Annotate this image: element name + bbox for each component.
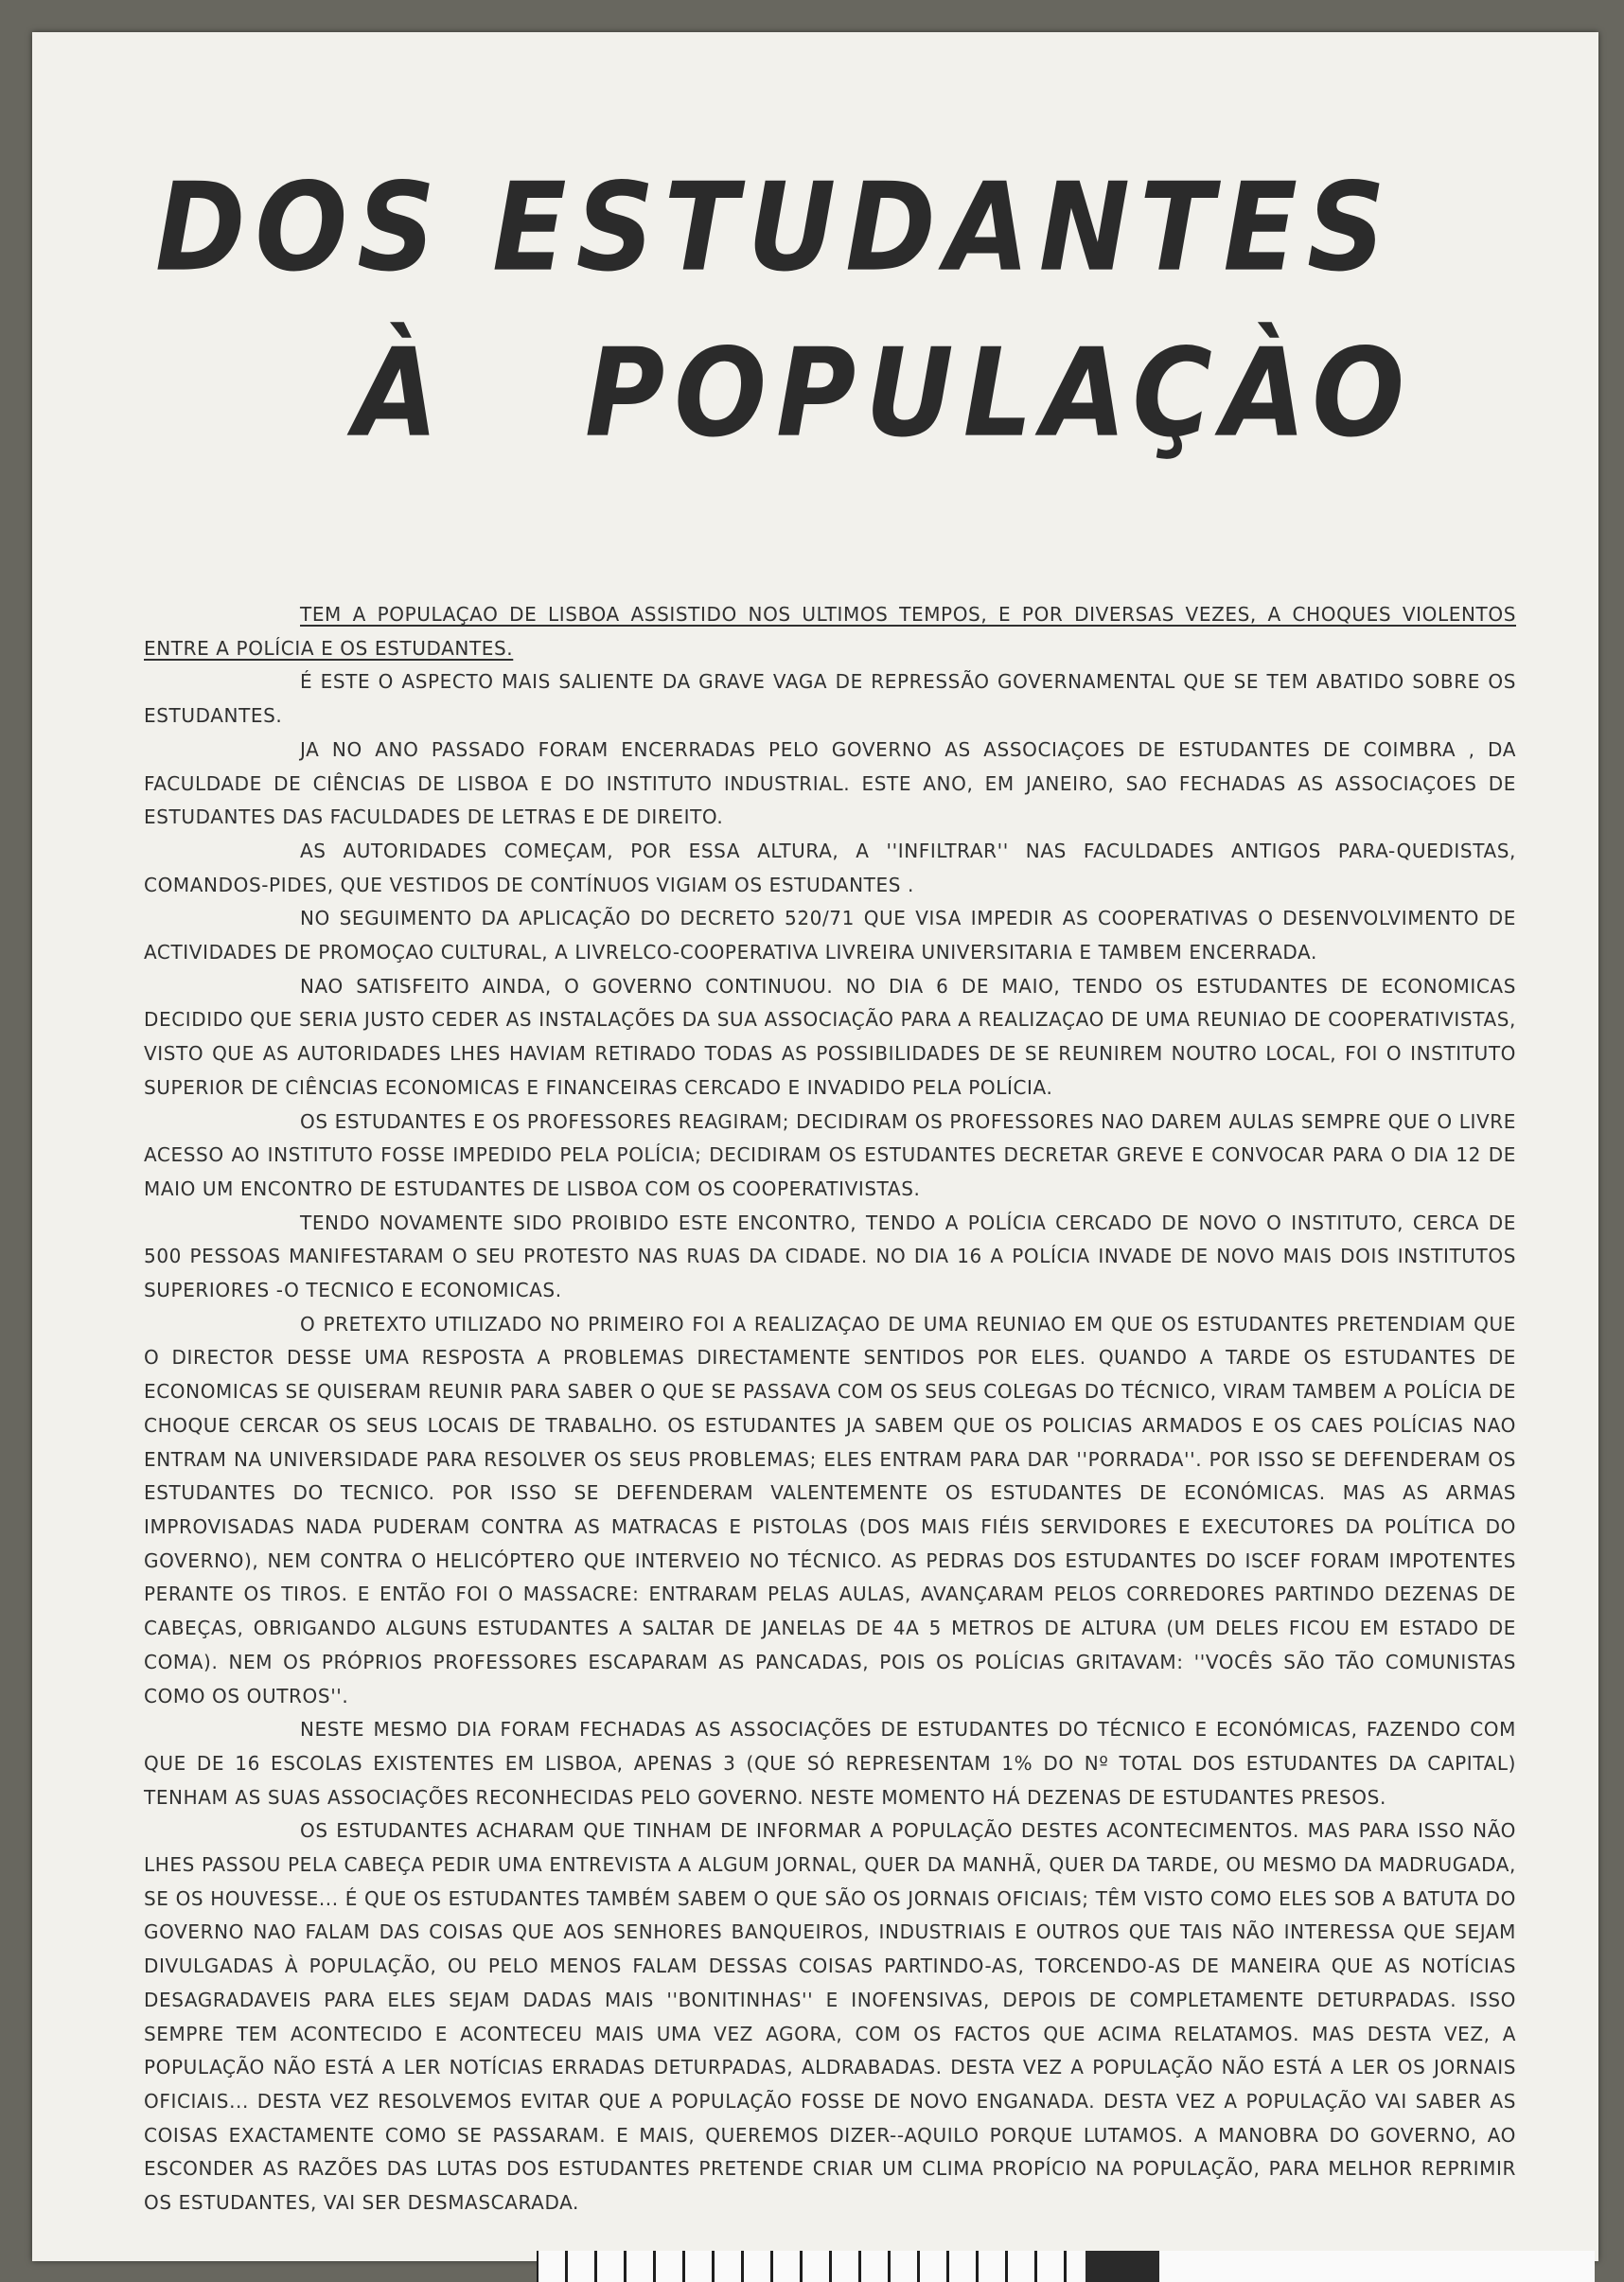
scale-ruler: [537, 2251, 1089, 2282]
document-title-line-1: DOS ESTUDANTES: [155, 156, 1395, 299]
paragraph: É ESTE O ASPECTO MAIS SALIENTE DA GRAVE VAGA DE REPRESSÃO GOVERNAMENTAL QUE SE TEM ABATIDO SOBRE OS ESTUDANTES.: [144, 670, 1516, 728]
paragraph: OS ESTUDANTES ACHARAM QUE TINHAM DE INFORMAR A POPULAÇÃO DESTES ACONTECIMENTOS. MAS PARA ISSO NÃO LHES PASSOU PELA CABEÇA PEDIR UMA ENTREVISTA A ALGUM JORNAL, QUER DA MANHÃ, QUER DA TARDE, OU MESMO DA MADRUGADA, SE OS HOUVESSE... É QUE OS ESTUDANTES TAMBÉM SABEM O QUE SÃO OS JORNAIS OFICIAIS; TÊM VISTO COMO ELES SOB A BATUTA DO GOVERNO NAO FALAM DAS COISAS QUE AOS SENHORES BANQUEIROS, INDUSTRIAIS E OUTROS QUE TAIS NÃO INTERESSA QUE SEJAM DIVULGADAS À POPULAÇÃO, OU PELO MENOS FALAM DESSAS COISAS PARTINDO-AS, TORCENDO-AS DE MANEIRA QUE AS NOTÍCIAS DESAGRADAVEIS PARA ELES SEJAM DADAS MAIS ''BONITINHAS'' E INOFENSIVAS, DEPOIS DE COMPLETAMENTE DETURPADAS. ISSO SEMPRE TEM ACONTECIDO E ACONTECEU MAIS UMA VEZ AGORA, COM OS FACTOS QUE ACIMA RELATAMOS. MAS DESTA VEZ, A POPULAÇÃO NÃO ESTÁ A LER NOTÍCIAS ERRADAS DETURPADAS, ALDRABADAS. DESTA VEZ A POPULAÇÃO NÃO ESTÁ A LER OS JORNAIS OFICIAIS... DESTA VEZ RESOLVEMOS EVITAR QUE A POPULAÇÃO FOSSE DE NOVO ENGANADA. DESTA VEZ A POPULAÇÃO VAI SABER AS COISAS EXACTAMENTE COMO SE PASSARAM. E MAIS, QUEREMOS DIZER--AQUILO PORQUE LUTAMOS. A MANOBRA DO GOVERNO, AO ESCONDER AS RAZÕES DAS LUTAS DOS ESTUDANTES PRETENDE CRIAR UM CLIMA PROPÍCIO NA POPULAÇÃO, PARA MELHOR REPRIMIR OS ESTUDANTES, VAI SER DESMASCARADA.: [144, 1819, 1516, 2215]
title-word-populacao: POPULAÇÀO: [585, 322, 1415, 465]
paragraph: NESTE MESMO DIA FORAM FECHADAS AS ASSOCIAÇÕES DE ESTUDANTES DO TÉCNICO E ECONÓMICAS, FAZENDO COM QUE DE 16 ESCOLAS EXISTENTES EM LISBOA, APENAS 3 (QUE SÓ REPRESENTAM 1% DO Nº TOTAL DOS ESTUDANTES DA CAPITAL) TENHAM AS SUAS ASSOCIAÇÕES RECONHECIDAS PELO GOVERNO. NESTE MOMENTO HÁ DEZENAS DE ESTUDANTES PRESOS.: [144, 1718, 1516, 1809]
paragraph: JA NO ANO PASSADO FORAM ENCERRADAS PELO GOVERNO AS ASSOCIAÇOES DE ESTUDANTES DE COIMBRA , DA FACULDADE DE CIÊNCIAS DE LISBOA E DO INSTITUTO INDUSTRIAL. ESTE ANO, EM JANEIRO, SAO FECHADAS AS ASSOCIAÇOES DE ESTUDANTES DAS FACULDADES DE LETRAS E DE DIREITO.: [144, 737, 1516, 829]
document-title-line-2: [354, 322, 1624, 465]
document-page: [32, 32, 1598, 2261]
paragraph: NO SEGUIMENTO DA APLICAÇÃO DO DECRETO 520/71 QUE VISA IMPEDIR AS COOPERATIVAS O DESENVOLVIMENTO DE ACTIVIDADES DE PROMOÇAO CULTURAL, A LIVRELCO-COOPERATIVA LIVREIRA UNIVERSITARIA E TAMBEM ENCERRADA.: [144, 907, 1516, 964]
paragraph: OS ESTUDANTES E OS PROFESSORES REAGIRAM; DECIDIRAM OS PROFESSORES NAO DAREM AULAS SEMPRE QUE O LIVRE ACESSO AO INSTITUTO FOSSE IMPEDIDO PELA POLÍCIA; DECIDIRAM OS ESTUDANTES DECRETAR GREVE E CONVOCAR PARA O DIA 12 DE MAIO UM ENCONTRO DE ESTUDANTES DE LISBOA COM OS COOPERATIVISTAS.: [144, 1109, 1516, 1200]
paragraph: TEM A POPULAÇAO DE LISBOA ASSISTIDO NOS ULTIMOS TEMPOS, E POR DIVERSAS VEZES, A CHOQUES VIOLENTOS ENTRE A POLÍCIA E OS ESTUDANTES.: [144, 603, 1516, 660]
document-body: [144, 598, 1516, 2220]
paragraph: NAO SATISFEITO AINDA, O GOVERNO CONTINUOU. NO DIA 6 DE MAIO, TENDO OS ESTUDANTES DE ECONOMICAS DECIDIDO QUE SERIA JUSTO CEDER AS INSTALAÇÕES DA SUA ASSOCIAÇÃO PARA A REALIZAÇAO DE UMA REUNIAO DE COOPERATIVISTAS, VISTO QUE AS AUTORIDADES LHES HAVIAM RETIRADO TODAS AS POSSIBILIDADES DE SE REUNIREM NOUTRO LOCAL, FOI O INSTITUTO SUPERIOR DE CIÊNCIAS ECONOMICAS E FINANCEIRAS CERCADO E INVADIDO PELA POLÍCIA.: [144, 974, 1516, 1099]
paragraph: AS AUTORIDADES COMEÇAM, POR ESSA ALTURA, A ''INFILTRAR'' NAS FACULDADES ANTIGOS PARA-QUEDISTAS, COMANDOS-PIDES, QUE VESTIDOS DE CONTÍNUOS VIGIAM OS ESTUDANTES .: [144, 839, 1516, 896]
scale-ruler-white-block: [1159, 2251, 1595, 2282]
paragraph: O PRETEXTO UTILIZADO NO PRIMEIRO FOI A REALIZAÇAO DE UMA REUNIAO EM QUE OS ESTUDANTES PRETENDIAM QUE O DIRECTOR DESSE UMA RESPOSTA A PROBLEMAS DIRECTAMENTE SENTIDOS POR ELES. QUANDO A TARDE OS ESTUDANTES DE ECONOMICAS SE QUISERAM REUNIR PARA SABER O QUE SE PASSAVA COM OS SEUS COLEGAS DO TÉCNICO, VIRAM TAMBEM A POLÍCIA DE CHOQUE CERCAR OS SEUS LOCAIS DE TRABALHO. OS ESTUDANTES JA SABEM QUE OS POLICIAS ARMADOS E OS CAES POLÍCIAS NAO ENTRAM NA UNIVERSIDADE PARA RESOLVER OS SEUS PROBLEMAS; ELES ENTRAM PARA DAR ''PORRADA''. POR ISSO SE DEFENDERAM OS ESTUDANTES DO TECNICO. POR ISSO SE DEFENDERAM VALENTEMENTE OS ESTUDANTES DE ECONÓMICAS. MAS AS ARMAS IMPROVISADAS NADA PUDERAM CONTRA AS MATRACAS E PISTOLAS (DOS MAIS FIÉIS SERVIDORES E EXECUTORES DA POLÍTICA DO GOVERNO), NEM CONTRA O HELICÓPTERO QUE INTERVEIO NO TÉCNICO. AS PEDRAS DOS ESTUDANTES DO ISCEF FORAM IMPOTENTES PERANTE OS TIROS. E ENTÃO FOI O MASSACRE: ENTRARAM PELAS AULAS, AVANÇARAM PELOS CORREDORES PARTINDO DEZENAS DE CABEÇAS, OBRIGANDO ALGUNS ESTUDANTES A SALTAR DE JANELAS DE 4A 5 METROS DE ALTURA (UM DELES FICOU EM ESTADO DE COMA). NEM OS PRÓPRIOS PROFESSORES ESCAPARAM AS PANCADAS, POIS OS POLÍCIAS GRITAVAM: ''VOCÊS SÃO TÃO COMUNISTAS COMO OS OUTROS''.: [144, 1312, 1516, 1707]
scale-ruler-dark-block: [1086, 2251, 1159, 2282]
paragraph: TENDO NOVAMENTE SIDO PROIBIDO ESTE ENCONTRO, TENDO A POLÍCIA CERCADO DE NOVO O INSTITUTO, CERCA DE 500 PESSOAS MANIFESTARAM O SEU PROTESTO NAS RUAS DA CIDADE. NO DIA 16 A POLÍCIA INVADE DE NOVO MAIS DOIS INSTITUTOS SUPERIORES -O TECNICO E ECONOMICAS.: [144, 1211, 1516, 1302]
title-word-a: À: [354, 322, 449, 465]
